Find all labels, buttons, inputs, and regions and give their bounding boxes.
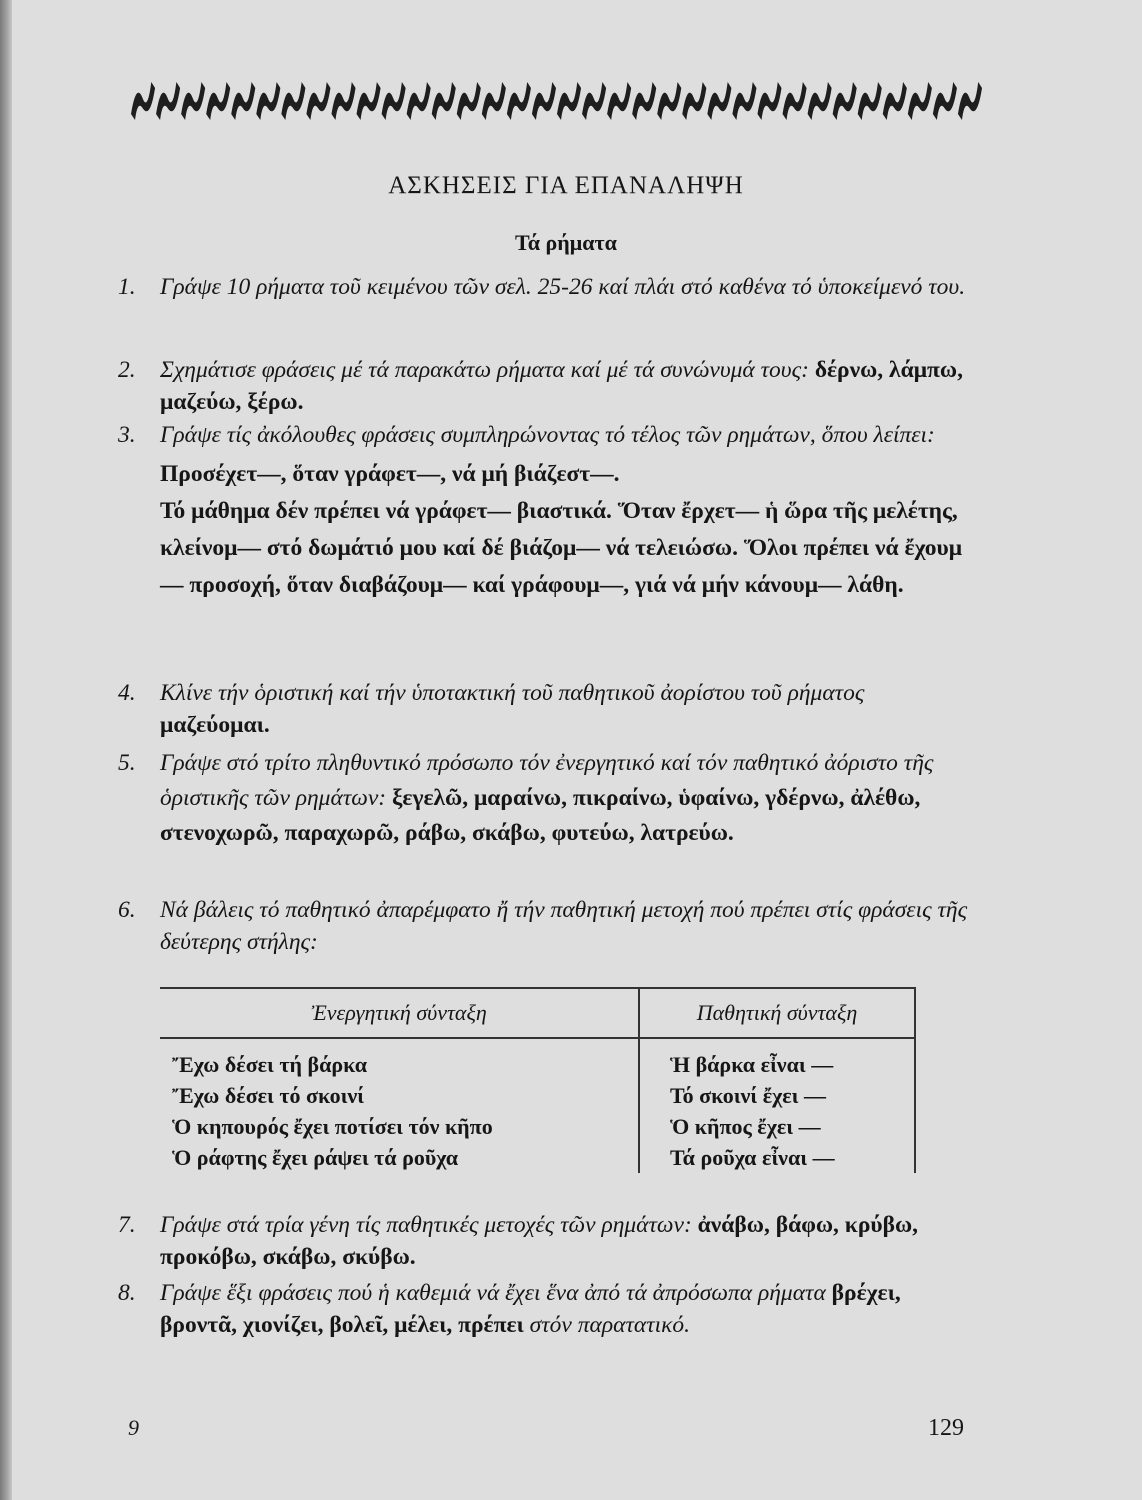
ornament-glyph [482, 82, 506, 120]
ornament-glyph [357, 82, 381, 120]
passive-cell: Τά ροῦχα εἶναι — [639, 1142, 915, 1173]
section-subtitle: Τά ρήματα [515, 230, 617, 255]
ornament-glyph [457, 82, 481, 120]
active-cell: Ἔχω δέσει τό σκοινί [160, 1080, 639, 1111]
exercise-number: 8. [118, 1280, 136, 1306]
exercise-2 [118, 355, 975, 418]
ornament-glyph [657, 82, 681, 120]
ornament-glyph [757, 82, 781, 120]
exercise-number: 6. [118, 897, 136, 923]
book-binding-shadow [0, 0, 12, 1500]
exercise-8 [118, 1278, 975, 1341]
table-row [160, 1142, 915, 1173]
ornament-glyph [732, 82, 756, 120]
ornament-glyph [432, 82, 456, 120]
exercise-4 [118, 678, 975, 741]
ornament-glyph [858, 82, 882, 120]
table-row [160, 1111, 915, 1142]
exercise-number: 2. [118, 357, 136, 383]
ornament-glyph [682, 82, 706, 120]
fill-sentence-2: Τό μάθημα δέν πρέπει νά γράφετ— βιαστικά. Ὅταν ἔρχετ— ἡ ὥρα τῆς μελέτης, κλείνομ— στό δωμάτιό μου καί δέ βιάζομ— νά τελειώσω. Ὅλοι πρέπει νά ἔχουμ— προσοχή, ὅταν διαβάζουμ— καί γράφουμ—, γιά νά μήν κάνουμ— λάθη. [160, 497, 963, 598]
passive-cell: Ὁ κῆπος ἔχει — [639, 1111, 915, 1142]
ornament-glyph [507, 82, 531, 120]
column-header-passive: Παθητική σύνταξη [639, 988, 915, 1038]
active-cell: Ἔχω δέσει τή βάρκα [160, 1038, 639, 1080]
exercise-text: Γράψε στό τρίτο πληθυντικό πρόσωπο τόν ἐνεργητικό καί τόν παθητικό ἀόριστο τῆς ὁριστικῆς τῶν ρημάτων: [160, 750, 934, 811]
decorative-ornament-band [130, 68, 982, 126]
exercise-tail: στόν παρατατικό. [529, 1311, 691, 1338]
ornament-glyph [382, 82, 406, 120]
active-cell: Ὁ κηπουρός ἔχει ποτίσει τόν κῆπο [160, 1111, 639, 1142]
exercise-6 [118, 895, 975, 958]
ornament-glyph [156, 82, 180, 120]
exercise-text: Νά βάλεις τό παθητικό ἀπαρέμφατο ἤ τήν παθητική μετοχή πού πρέπει στίς φράσεις τῆς δεύτερης στήλης: [160, 897, 968, 955]
exercise-words: ξεγελῶ, μαραίνω, πικραίνω, ὑφαίνω, γδέρνω, ἀλέθω, στενοχωρῶ, παραχωρῶ, ράβω, σκάβω, φυτεύω, λατρεύω. [160, 785, 921, 846]
ornament-glyph [607, 82, 631, 120]
exercise-word: μαζεύομαι. [160, 711, 270, 738]
passive-cell: Τό σκοινί ἔχει — [639, 1080, 915, 1111]
exercise-text: Κλίνε τήν ὁριστική καί τήν ὑποτακτική τοῦ παθητικοῦ ἀορίστου τοῦ ρήματος [160, 680, 865, 706]
ornament-glyph [958, 82, 982, 120]
ornament-glyph [231, 82, 255, 120]
signature-mark: 9 [128, 1415, 139, 1440]
exercise-number: 3. [118, 422, 136, 448]
ornament-glyph [632, 82, 656, 120]
ornament-glyph [407, 82, 431, 120]
exercise-words: ἀνάβω, βάφω, κρύβω, προκόβω, σκάβω, σκύβω. [160, 1212, 919, 1270]
exercise-text: Γράψε 10 ρήματα τοῦ κειμένου τῶν σελ. 25-26 καί πλάι στό καθένα τό ὑποκείμενό του. [160, 274, 966, 300]
exercise-text: Σχημάτισε φράσεις μέ τά παρακάτω ρήματα καί μέ τά συνώνυμά τους: [160, 357, 809, 383]
table-row [160, 1080, 915, 1111]
ornament-glyph [131, 82, 155, 120]
exercise-7 [118, 1210, 975, 1273]
fill-sentence-1: Προσέχετ—, ὅταν γράφετ—, νά μή βιάζεστ—. [160, 460, 620, 487]
ornament-glyph [331, 82, 355, 120]
ornament-glyph [532, 82, 556, 120]
passive-cell: Ἡ βάρκα εἶναι — [639, 1038, 915, 1080]
ornament-glyph [281, 82, 305, 120]
ornament-glyph [908, 82, 932, 120]
exercise-text: Γράψε τίς ἀκόλουθες φράσεις συμπληρώνοντας τό τέλος τῶν ρημάτων, ὅπου λείπει: [160, 422, 935, 448]
active-cell: Ὁ ράφτης ἔχει ράψει τά ροῦχα [160, 1142, 639, 1173]
syntax-table [160, 987, 916, 1173]
ornament-glyph [933, 82, 957, 120]
exercise-words: δέρνω, λάμπω, μαζεύω, ξέρω. [160, 357, 963, 415]
exercise-text: Γράψε ἕξι φράσεις πού ἡ καθεμιά νά ἔχει ἕνα ἀπό τά ἀπρόσωπα ρήματα [160, 1280, 826, 1306]
ornament-glyph [833, 82, 857, 120]
ornament-glyph [306, 82, 330, 120]
ornament-glyph [181, 82, 205, 120]
ornament-glyph [582, 82, 606, 120]
ornament-glyph [783, 82, 807, 120]
table-row [160, 1038, 915, 1080]
exercise-5 [118, 746, 975, 851]
exercise-number: 7. [118, 1212, 136, 1238]
exercise-words: βρέχει, βροντᾶ, χιονίζει, βολεῖ, μέλει, πρέπει [160, 1280, 901, 1338]
exercise-number: 1. [118, 274, 136, 300]
ornament-glyph [557, 82, 581, 120]
exercise-number: 4. [118, 680, 136, 706]
exercise-number: 5. [118, 750, 136, 776]
ornament-glyph [883, 82, 907, 120]
exercise-text: Γράψε στά τρία γένη τίς παθητικές μετοχές τῶν ρημάτων: [160, 1212, 692, 1238]
page-title: ΑΣΚΗΣΕΙΣ ΓΙΑ ΕΠΑΝΑΛΗΨΗ [388, 172, 744, 199]
table-header-row [160, 988, 915, 1038]
ornament-glyph [206, 82, 230, 120]
column-header-active: Ἐνεργητική σύνταξη [160, 988, 639, 1038]
ornament-glyph [256, 82, 280, 120]
ornament-glyph [808, 82, 832, 120]
exercise-3 [118, 420, 975, 604]
exercise-1 [118, 272, 975, 304]
page-number: 129 [928, 1415, 964, 1441]
ornament-glyph [707, 82, 731, 120]
